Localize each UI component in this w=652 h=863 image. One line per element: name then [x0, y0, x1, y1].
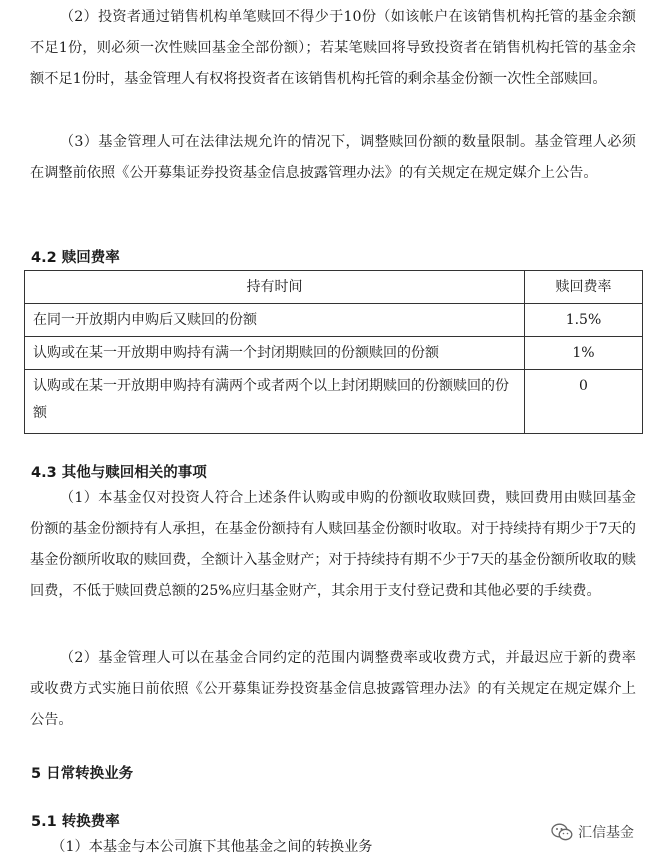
row-period-cell: 在同一开放期内申购后又赎回的份额: [25, 304, 525, 337]
row-period-cell: 认购或在某一开放期申购持有满一个封闭期赎回的份额赎回的份额: [25, 337, 525, 370]
table-row: [25, 370, 643, 434]
watermark-text: 汇信基金: [578, 825, 634, 841]
watermark-brand: [551, 822, 634, 842]
section-4-3-heading: 4.3 其他与赎回相关的事项: [31, 465, 207, 481]
fee-adjustment-paragraph: （2）基金管理人可以在基金合同约定的范围内调整费率或收费方式，并最迟应于新的费率或收费方式实施日前依照《公开募集证券投资基金信息披露管理办法》的有关规定在规定媒介上公告。: [30, 650, 636, 728]
row-rate-cell: 0: [525, 370, 643, 434]
row-rate-cell: 1%: [525, 337, 643, 370]
wechat-icon: [551, 823, 573, 841]
section-4-2-heading: 4.2 赎回费率: [31, 250, 120, 266]
redemption-fee-table: [24, 270, 643, 434]
section-5-heading: 5 日常转换业务: [31, 766, 134, 782]
conversion-business-paragraph: （1）本基金与本公司旗下其他基金之间的转换业务: [51, 839, 373, 855]
redemption-fee-allocation-paragraph: （1）本基金仅对投资人符合上述条件认购或申购的份额收取赎回费，赎回费用由赎回基金份额的基金份额持有人承担，在基金份额持有人赎回基金份额时收取。对于持续持有期少于7天的基金份额所收取的赎回费，全额计入基金财产；对于持续持有期不少于7天的基金份额所收取的赎回费，不低于赎回费总额的25%应归基金财产，其余用于支付登记费和其他必要的手续费。: [30, 490, 636, 599]
header-redemption-rate: 赎回费率: [525, 271, 643, 304]
redemption-limit-adjust-paragraph: （3）基金管理人可在法律法规允许的情况下，调整赎回份额的数量限制。基金管理人必须在调整前依照《公开募集证券投资基金信息披露管理办法》的有关规定在规定媒介上公告。: [30, 134, 636, 181]
table-header-row: [25, 271, 643, 304]
row-rate-cell: 1.5%: [525, 304, 643, 337]
redemption-minimum-paragraph: （2）投资者通过销售机构单笔赎回不得少于10份（如该帐户在该销售机构托管的基金余额不足1份，则必须一次性赎回基金全部份额）；若某笔赎回将导致投资者在销售机构托管的基金余额不足1份时，基金管理人有权将投资者在该销售机构托管的剩余基金份额一次性全部赎回。: [30, 9, 636, 87]
table-row: [25, 304, 643, 337]
section-5-1-heading: 5.1 转换费率: [31, 814, 120, 830]
table-row: [25, 337, 643, 370]
header-holding-period: 持有时间: [25, 271, 525, 304]
row-period-cell: 认购或在某一开放期申购持有满两个或者两个以上封闭期赎回的份额赎回的份额: [25, 370, 525, 434]
